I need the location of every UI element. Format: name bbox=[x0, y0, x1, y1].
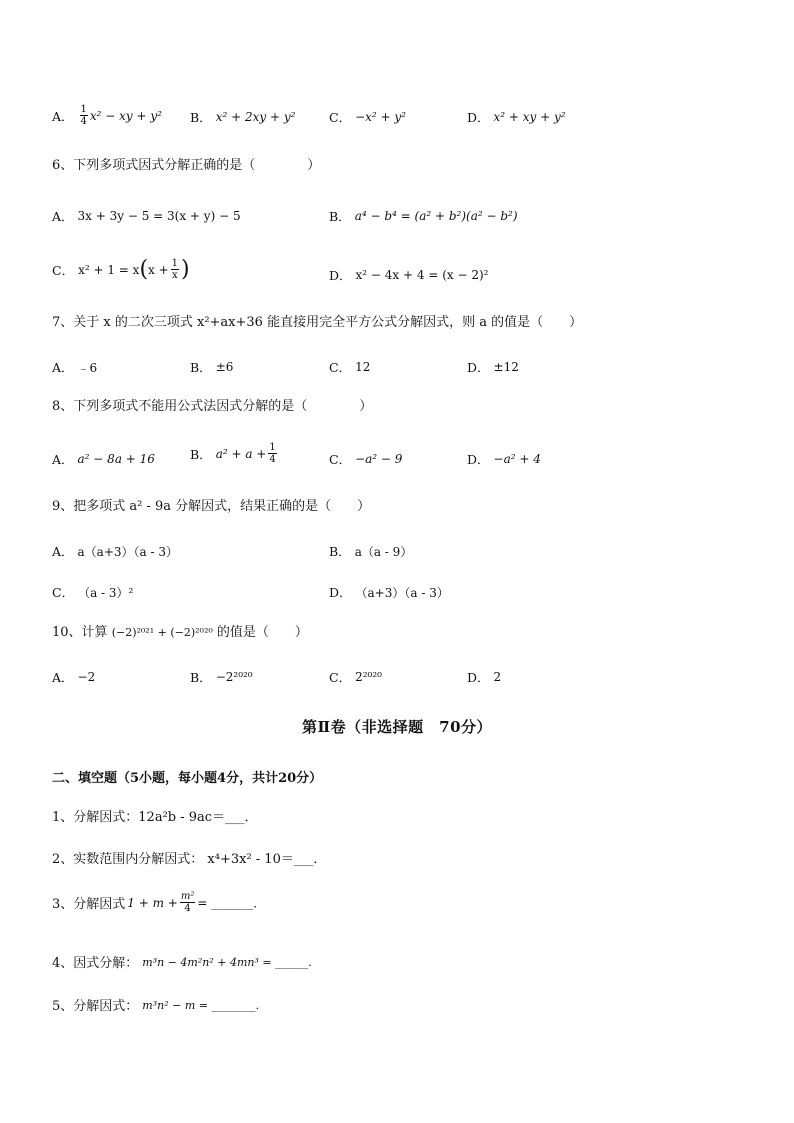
q8-option-b-num: 1 bbox=[269, 442, 276, 453]
q9-option-b-text: a（a - 9） bbox=[354, 544, 413, 559]
q6-option-c: C． x² + 1 = x ( x + $\frac{1}{x}$ ) bbox=[52, 256, 190, 282]
q5-option-d-label: D． bbox=[467, 110, 490, 125]
q5-option-a-fraction bbox=[80, 104, 88, 127]
q8-option-d bbox=[467, 450, 541, 468]
q8-option-b-fraction bbox=[268, 442, 276, 465]
q9-option-a-label: A． bbox=[52, 544, 74, 559]
q6-option-d bbox=[329, 266, 488, 284]
q5-option-b bbox=[190, 108, 295, 126]
q8-option-b-label: B． bbox=[190, 446, 212, 462]
fill-q2: 2、实数范围内分解因式： x⁴+3x² - 10＝___． bbox=[52, 852, 327, 867]
fill-q3 bbox=[52, 891, 265, 914]
q8-option-d-label: D． bbox=[467, 452, 490, 467]
q10-stem bbox=[52, 625, 308, 641]
q8-option-a-text: a² − 8a + 16 bbox=[77, 452, 155, 466]
q6-option-a-label: A． bbox=[52, 209, 74, 224]
q9-option-c-label: C． bbox=[52, 585, 75, 600]
fill-q4-math: m³n − 4m²n² + 4mn³ = ______． bbox=[142, 955, 320, 969]
q6-option-b-text: a⁴ − b⁴ = (a² + b²)(a² − b²) bbox=[354, 209, 518, 223]
fill-q3-post: = _______． bbox=[197, 896, 266, 910]
q7-option-a-label: A． bbox=[52, 360, 74, 375]
q10-option-a-text: −2 bbox=[77, 670, 96, 684]
q7-stem: 7、关于 x 的二次三项式 x²+ax+36 能直接用完全平方公式分解因式，则 a 的值是（ ） bbox=[52, 315, 583, 330]
q8-option-a-label: A． bbox=[52, 452, 74, 467]
q8-option-d-text: −a² + 4 bbox=[493, 452, 541, 466]
q7-option-b bbox=[190, 358, 233, 376]
q7-option-d-text: ±12 bbox=[493, 360, 519, 374]
q5-option-d-text: x² + xy + y² bbox=[493, 110, 566, 124]
section2-heading: 二、填空题（5小题，每小题4分，共计20分） bbox=[52, 771, 323, 786]
q6-option-c-num: 1 bbox=[171, 258, 179, 269]
q5-option-a-text: x² − xy + y² bbox=[89, 108, 162, 123]
q5-option-a-den: 4 bbox=[80, 116, 87, 127]
q8-option-a bbox=[52, 450, 155, 468]
q7-option-b-text: ±6 bbox=[215, 360, 234, 374]
q7-option-c bbox=[329, 358, 370, 376]
q6-option-c-pre: x² + 1 = x bbox=[78, 262, 140, 277]
q6-option-d-text: x² − 4x + 4 = (x − 2)² bbox=[355, 268, 489, 282]
q5-option-a-num: 1 bbox=[80, 104, 87, 115]
q5-option-c-text: −x² + y² bbox=[355, 110, 406, 124]
q9-option-c bbox=[52, 583, 133, 601]
q9-stem: 9、把多项式 a² - 9a 分解因式，结果正确的是（ ） bbox=[52, 499, 371, 514]
fill-q5 bbox=[52, 995, 266, 1014]
q8-option-b-pre: a² + a + bbox=[215, 446, 267, 461]
fill-q3-den: 4 bbox=[184, 903, 191, 914]
q5-option-a-label: A． bbox=[52, 108, 74, 124]
q5-option-c bbox=[329, 108, 406, 126]
q8-option-c bbox=[329, 450, 402, 468]
q5-option-a bbox=[52, 104, 162, 127]
fill-q5-math: m³n² − m = ________． bbox=[142, 998, 267, 1012]
q8-stem: 8、下列多项式不能用公式法因式分解的是（ ） bbox=[52, 399, 373, 414]
q6-option-d-label: D． bbox=[329, 268, 352, 283]
fill-q4-pre: 4、因式分解： bbox=[52, 956, 139, 971]
q10-stem-math: (−2)²⁰²¹ + (−2)²⁰²⁰ bbox=[111, 626, 213, 639]
q10-option-a bbox=[52, 668, 95, 686]
q6-stem: 6、下列多项式因式分解正确的是（ ） bbox=[52, 158, 321, 173]
q8-option-b bbox=[190, 442, 279, 465]
fill-q5-pre: 5、分解因式： bbox=[52, 999, 139, 1014]
q8-option-c-text: −a² − 9 bbox=[355, 452, 403, 466]
q6-option-c-fraction bbox=[171, 258, 179, 281]
q7-option-c-label: C． bbox=[329, 360, 352, 375]
q9-option-d bbox=[329, 583, 449, 601]
q6-option-a-text: 3x + 3y − 5 = 3(x + y) − 5 bbox=[77, 209, 241, 223]
q6-option-c-den: x bbox=[172, 270, 178, 281]
q8-option-b-den: 4 bbox=[269, 454, 276, 465]
q6-option-b bbox=[329, 207, 518, 225]
q10-option-b-text: −2²⁰²⁰ bbox=[215, 670, 253, 684]
q7-option-b-label: B． bbox=[190, 360, 212, 375]
q9-option-d-label: D． bbox=[329, 585, 352, 600]
q6-option-c-label: C． bbox=[52, 262, 75, 278]
fill-q3-pre: 3、分解因式 bbox=[52, 897, 126, 912]
q7-option-a-text: ﹣6 bbox=[77, 360, 98, 375]
q7-option-c-text: 12 bbox=[355, 360, 371, 374]
q9-option-c-text: （a - 3）² bbox=[78, 585, 134, 600]
q6-option-c-inner: x + bbox=[148, 262, 169, 277]
q7-option-d-label: D． bbox=[467, 360, 490, 375]
fill-q1: 1、分解因式：12a²b - 9ac＝___． bbox=[52, 810, 258, 825]
q10-option-c-label: C． bbox=[329, 670, 352, 685]
q8-option-c-label: C． bbox=[329, 452, 352, 467]
q5-option-b-label: B． bbox=[190, 110, 212, 125]
q10-option-b-label: B． bbox=[190, 670, 212, 685]
q10-option-a-label: A． bbox=[52, 670, 74, 685]
q10-stem-pre: 10、计算 bbox=[52, 625, 108, 640]
part2-title: 第Ⅱ卷（非选择题 70分） bbox=[301, 718, 493, 736]
q5-option-c-label: C． bbox=[329, 110, 352, 125]
q7-option-d bbox=[467, 358, 519, 376]
q10-option-d bbox=[467, 668, 501, 686]
fill-q3-math: 1 + m + bbox=[127, 895, 178, 910]
q10-option-d-text: 2 bbox=[493, 670, 502, 684]
q7-option-a bbox=[52, 358, 97, 376]
q9-option-b bbox=[329, 542, 412, 560]
q9-option-b-label: B． bbox=[329, 544, 351, 559]
q10-stem-post: 的值是（ ） bbox=[216, 625, 308, 640]
q10-option-d-label: D． bbox=[467, 670, 490, 685]
q9-option-a bbox=[52, 542, 178, 560]
fill-q4 bbox=[52, 952, 319, 971]
q10-option-b bbox=[190, 668, 253, 686]
q10-option-c bbox=[329, 668, 382, 686]
fill-q3-num: m² bbox=[180, 891, 195, 902]
q5-option-b-text: x² + 2xy + y² bbox=[215, 110, 296, 124]
fill-q3-fraction bbox=[180, 891, 196, 914]
q9-option-a-text: a（a+3）（a - 3） bbox=[77, 544, 179, 559]
q6-option-a bbox=[52, 207, 241, 225]
q6-option-b-label: B． bbox=[329, 209, 351, 224]
q9-option-d-text: （a+3）（a - 3） bbox=[355, 585, 449, 600]
q10-option-c-text: 2²⁰²⁰ bbox=[355, 670, 382, 684]
q5-option-d bbox=[467, 108, 566, 126]
